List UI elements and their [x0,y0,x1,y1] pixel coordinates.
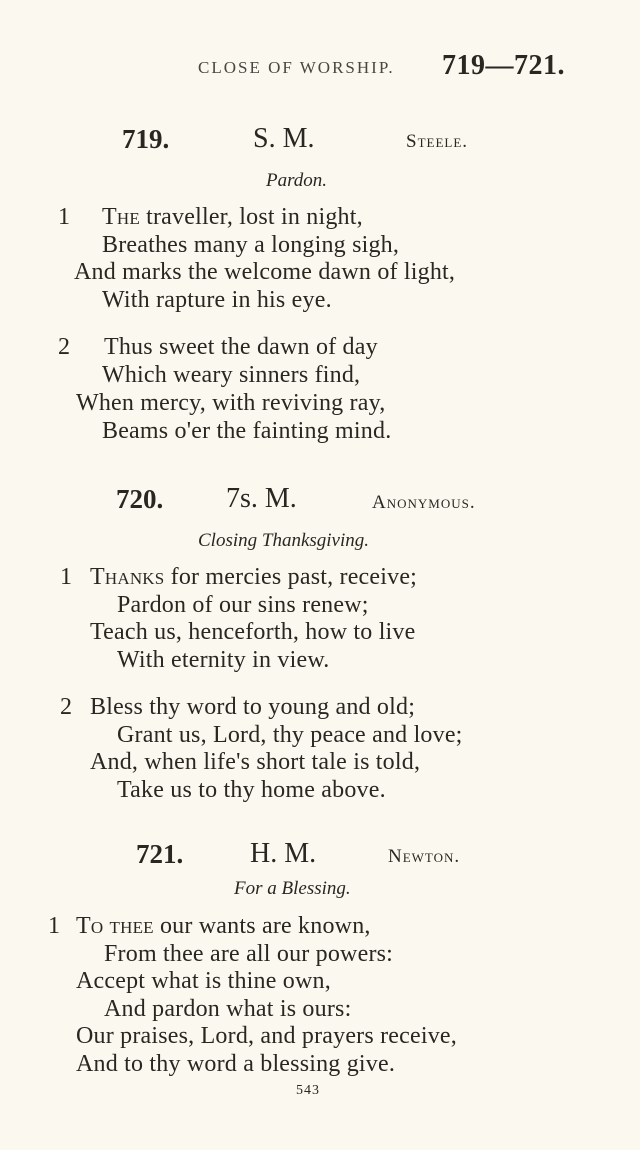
hymn-meter: 7s. M. [226,483,297,514]
verse-line: With rapture in his eye. [102,287,332,313]
hymn-author: Newton. [388,846,461,867]
verse-line: Which weary sinners find, [102,362,361,388]
verse-first-rest: our wants are known, [153,913,371,939]
verse-line: And, when life's short tale is told, [90,749,421,775]
stanza-number: 2 [60,694,73,720]
verse-line: Grant us, Lord, thy peace and love; [117,722,463,748]
verse-line: Our praises, Lord, and prayers receive, [76,1023,457,1049]
hymn-meter: S. M. [253,123,315,154]
page-number: 543 [296,1083,320,1098]
hymn-range: 719—721. [442,50,565,81]
verse-line: Breathes many a longing sigh, [102,232,400,258]
hymn-number: 720. [116,484,164,514]
verse-line: And to thy word a blessing give. [76,1051,396,1077]
verse-line: Thus sweet the dawn of day [104,334,378,360]
stanza-number: 1 [48,913,61,939]
verse-line: Take us to thy home above. [117,777,386,803]
hymn-title: For a Blessing. [234,878,351,899]
stanza-number: 1 [60,564,73,590]
verse-line [102,204,363,231]
verse-line [76,913,371,940]
stanza-number: 2 [58,334,71,360]
stanza-number: 1 [58,204,71,230]
verse-line: When mercy, with reviving ray, [76,390,386,416]
verse-line: And pardon what is ours: [104,996,352,1022]
verse-line: And marks the welcome dawn of light, [74,259,456,285]
hymn-author: Steele. [406,131,469,152]
verse-line: From thee are all our powers: [104,941,394,967]
verse-line: Beams o'er the fainting mind. [102,418,392,444]
verse-first-rest: for mercies past, receive; [164,564,418,590]
verse-first-rest: traveller, lost in night, [139,204,363,230]
hymn-title: Pardon. [266,170,328,191]
verse-first-word: The [102,204,140,230]
hymn-number: 719. [122,124,170,154]
verse-line: Teach us, henceforth, how to live [90,619,416,645]
verse-line: Pardon of our sins renew; [117,592,369,618]
running-title: CLOSE OF WORSHIP. [198,58,395,77]
hymn-title: Closing Thanksgiving. [198,530,370,551]
verse-line: Bless thy word to young and old; [90,694,416,720]
verse-first-word: To thee [76,913,154,939]
verse-line [90,564,417,591]
hymn-number: 721. [136,839,184,869]
hymn-meter: H. M. [250,838,317,869]
hymn-author: Anonymous. [372,492,476,513]
verse-line: With eternity in view. [117,647,330,673]
verse-line: Accept what is thine own, [76,968,331,994]
verse-first-word: Thanks [90,564,165,590]
